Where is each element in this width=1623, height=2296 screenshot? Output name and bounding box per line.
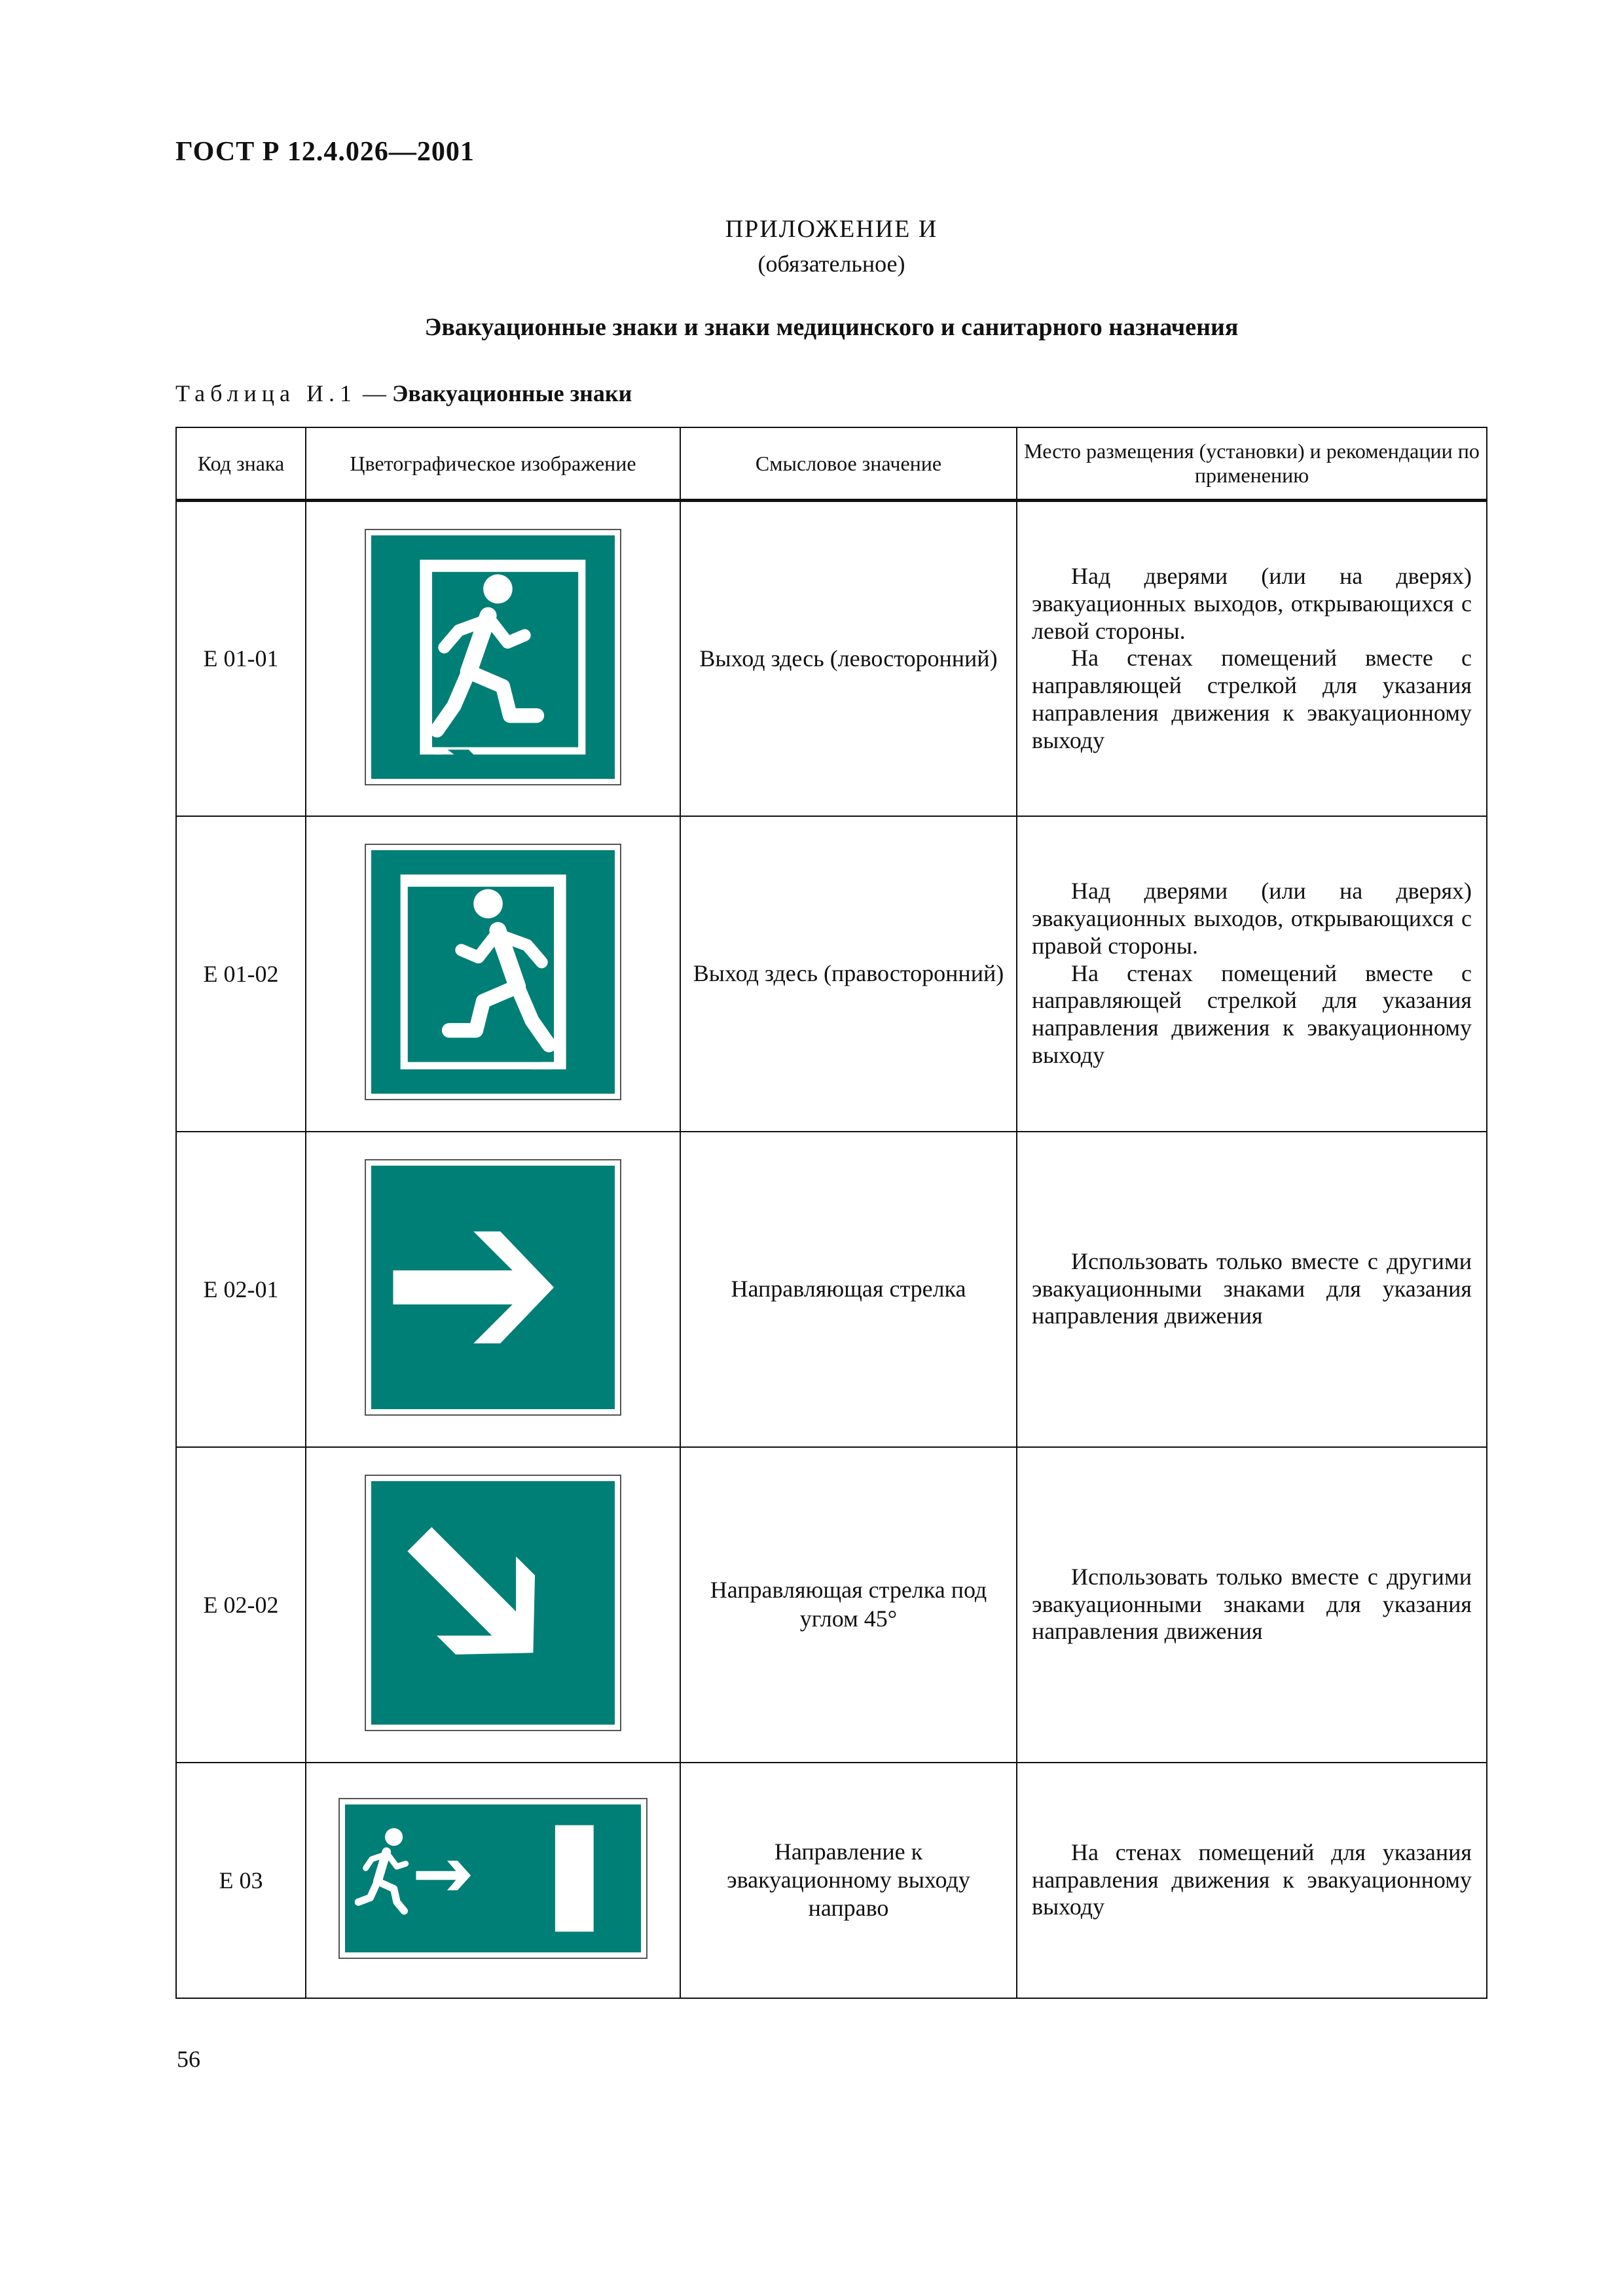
- recommendation-paragraph: Над дверями (или на дверях) эвакуационных выходов, открывающихся с правой стороны.: [1032, 878, 1472, 959]
- sign-image-cell: [306, 1447, 680, 1763]
- recommendation-paragraph: Использовать только вместе с другими эвакуационными знаками для указания направления движения: [1032, 1247, 1472, 1329]
- exit-right-sign-icon: [365, 844, 621, 1100]
- evacuation-signs-table: [175, 427, 1487, 1999]
- table-row: [176, 1132, 1487, 1447]
- arrow-45-sign-icon: [365, 1475, 621, 1731]
- document-code: ГОСТ Р 12.4.026—2001: [175, 137, 475, 167]
- sign-code: Е 01-02: [176, 816, 306, 1132]
- sign-image-cell: [306, 1132, 680, 1447]
- table-row: [176, 1447, 1487, 1763]
- sign-recommendation: [1017, 816, 1487, 1132]
- table-row: [176, 816, 1487, 1132]
- sign-recommendation: [1017, 1447, 1487, 1763]
- sign-code: Е 02-01: [176, 1132, 306, 1447]
- column-header-meaning: Смысловое значение: [680, 427, 1017, 501]
- recommendation-paragraph: На стенах помещений для указания направления движения к эвакуационному выходу: [1032, 1839, 1472, 1920]
- sign-image-cell: [306, 1763, 680, 1998]
- table-caption-dash: —: [356, 380, 392, 406]
- exit-direction-right-sign-icon: [338, 1798, 647, 1959]
- sign-meaning: Направление к эвакуационному выходу направо: [680, 1763, 1017, 1998]
- sign-recommendation: [1017, 1132, 1487, 1447]
- sign-meaning: Выход здесь (правосторонний): [680, 816, 1017, 1132]
- sign-image-cell: [306, 816, 680, 1132]
- exit-left-sign-icon: [365, 529, 621, 785]
- recommendation-paragraph: На стенах помещений вместе с направляющей стрелкой для указания направления движения к эвакуационному выходу: [1032, 960, 1472, 1068]
- column-header-placement: Место размещения (установки) и рекомендации по применению: [1017, 427, 1487, 501]
- section-heading: Эвакуационные знаки и знаки медицинского и санитарного назначения: [424, 314, 1239, 341]
- sign-recommendation: [1017, 501, 1487, 816]
- sign-code: Е 01-01: [176, 501, 306, 816]
- table-caption-title: Эвакуационные знаки: [392, 380, 632, 406]
- appendix-title: ПРИЛОЖЕНИЕ И: [725, 215, 938, 243]
- table-caption: [175, 380, 632, 407]
- recommendation-paragraph: Над дверями (или на дверях) эвакуационных выходов, открывающихся с левой стороны.: [1032, 563, 1472, 644]
- sign-code: Е 02-02: [176, 1447, 306, 1763]
- sign-meaning: Направляющая стрелка: [680, 1132, 1017, 1447]
- sign-image-cell: [306, 501, 680, 816]
- arrow-right-sign-icon: [365, 1159, 621, 1416]
- column-header-image: Цветографическое изображение: [306, 427, 680, 501]
- sign-meaning: Направляющая стрелка под углом 45°: [680, 1447, 1017, 1763]
- recommendation-paragraph: Использовать только вместе с другими эвакуационными знаками для указания направления движения: [1032, 1563, 1472, 1645]
- table-caption-prefix: Таблица И.1: [175, 380, 357, 406]
- table-row: [176, 501, 1487, 816]
- sign-code: Е 03: [176, 1763, 306, 1998]
- table-row: [176, 1763, 1487, 1998]
- page-number: 56: [177, 2046, 200, 2072]
- recommendation-paragraph: На стенах помещений вместе с направляющей стрелкой для указания направления движения к эвакуационному выходу: [1032, 645, 1472, 753]
- table-header-row: [176, 427, 1487, 501]
- appendix-status: (обязательное): [757, 251, 905, 277]
- column-header-code: Код знака: [176, 427, 306, 501]
- sign-meaning: Выход здесь (левосторонний): [680, 501, 1017, 816]
- sign-recommendation: [1017, 1763, 1487, 1998]
